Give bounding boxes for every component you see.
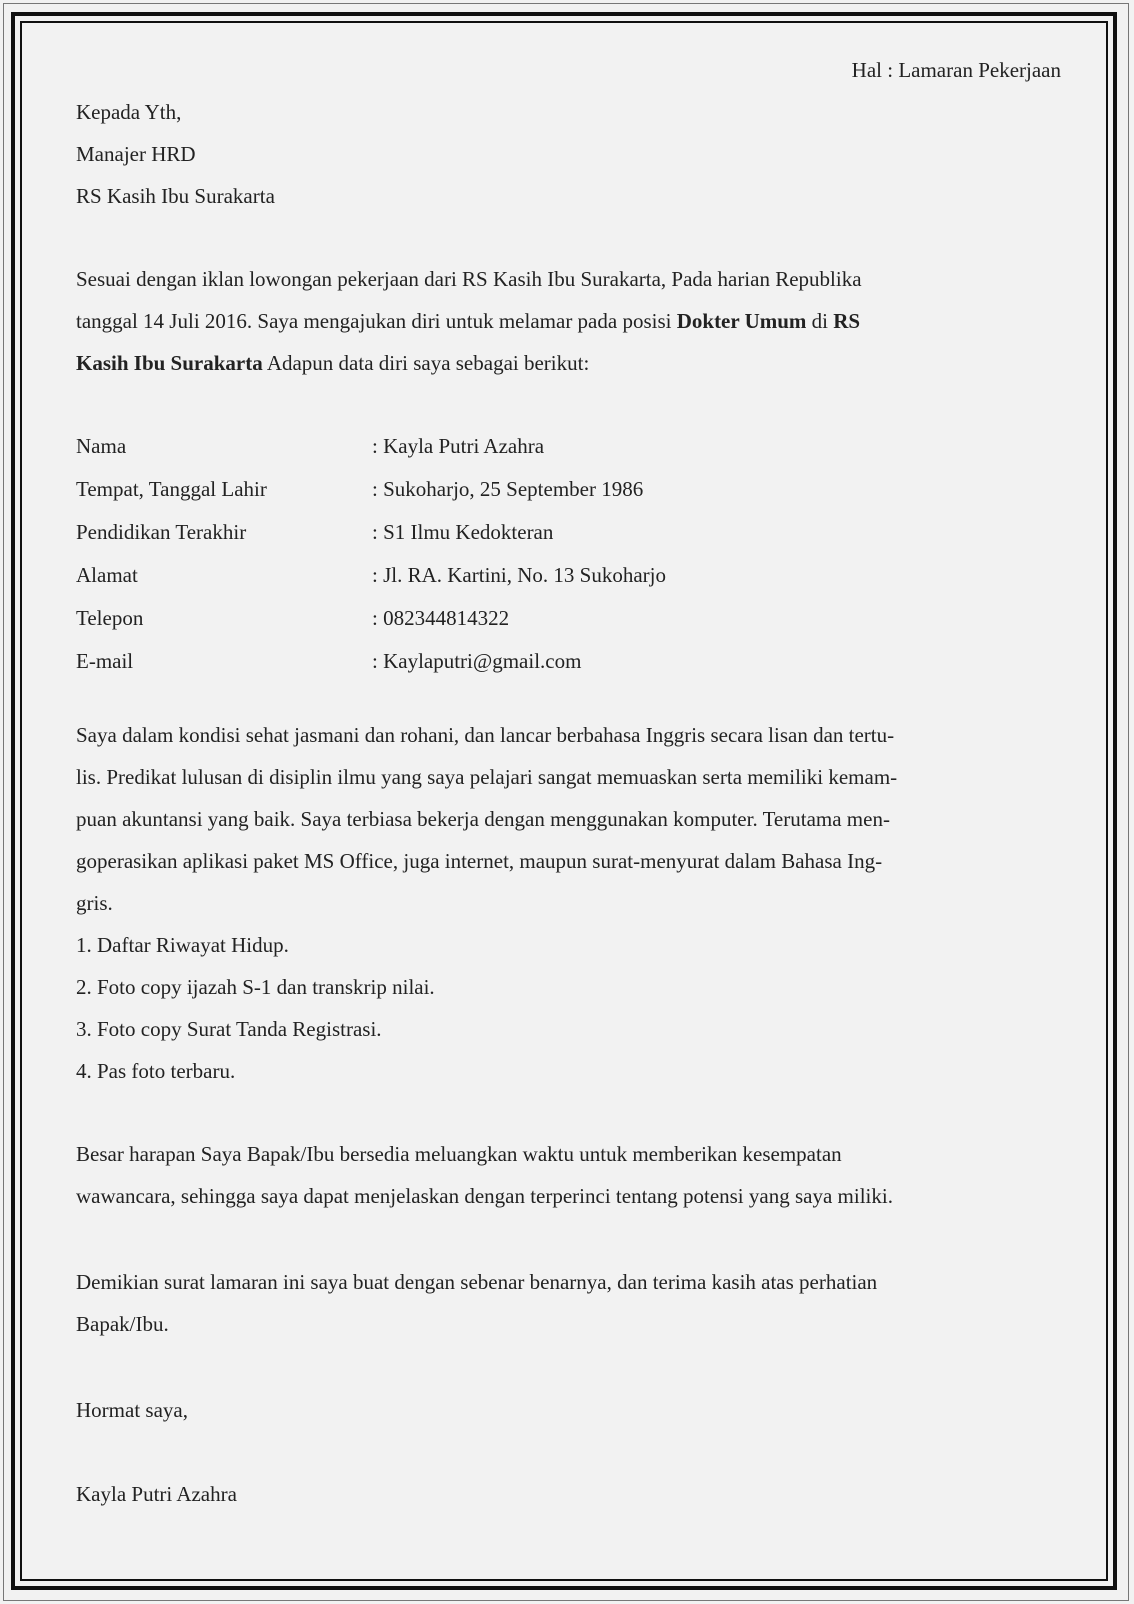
regards-text: Hormat saya,: [76, 1398, 188, 1422]
intro-text: Adapun data diri saya sebagai berikut:: [262, 351, 590, 375]
bio-label: Nama: [76, 434, 127, 458]
bio-row: [76, 511, 1066, 554]
bio-row: [76, 468, 1066, 511]
letter-subject: Hal : Lamaran Pekerjaan: [851, 58, 1061, 82]
bio-row: [76, 640, 1066, 683]
bio-value: : Kayla Putri Azahra: [372, 434, 545, 458]
intro-paragraph: [76, 258, 1066, 384]
body-line: goperasikan aplikasi paket MS Office, juga internet, maupun surat-menyurat dalam Bahasa Ing-: [76, 849, 883, 873]
bio-label: Pendidikan Terakhir: [76, 520, 247, 544]
body-paragraph: [76, 714, 1066, 1092]
intro-text: di: [806, 309, 834, 333]
bio-label: E-mail: [76, 649, 134, 673]
attachment-item: 3. Foto copy Surat Tanda Registrasi.: [76, 1017, 382, 1041]
recipient-greeting: Kepada Yth,: [76, 100, 182, 124]
body-line: puan akuntansi yang baik. Saya terbiasa bekerja dengan menggunakan komputer. Terutama men-: [76, 807, 890, 831]
bio-row: [76, 554, 1066, 597]
hope-line: Besar harapan Saya Bapak/Ibu bersedia meluangkan waktu untuk memberikan kesempatan: [76, 1142, 842, 1166]
bio-table: [76, 425, 1066, 683]
attachment-item: 4. Pas foto terbaru.: [76, 1059, 236, 1083]
bio-row: [76, 425, 1066, 468]
bio-value: : Jl. RA. Kartini, No. 13 Sukoharjo: [372, 563, 666, 587]
recipient-organization: RS Kasih Ibu Surakarta: [76, 184, 275, 208]
bio-label: Alamat: [76, 563, 138, 587]
bio-label: Tempat, Tanggal Lahir: [76, 477, 267, 501]
recipient-title: Manajer HRD: [76, 142, 196, 166]
position-name: Dokter Umum: [676, 309, 807, 333]
bio-label: Telepon: [76, 606, 144, 630]
hospital-name: RS: [833, 309, 861, 333]
hope-line: wawancara, sehingga saya dapat menjelaskan dengan terperinci tentang potensi yang saya miliki.: [76, 1184, 893, 1208]
intro-line: Sesuai dengan iklan lowongan pekerjaan dari RS Kasih Ibu Surakarta, Pada harian Republika: [76, 267, 862, 291]
closing-line: Demikian surat lamaran ini saya buat dengan sebenar benarnya, dan terima kasih atas perhatian: [76, 1270, 878, 1294]
closing-paragraph: [76, 1261, 1066, 1345]
body-line: Saya dalam kondisi sehat jasmani dan rohani, dan lancar berbahasa Inggris secara lisan dan tertu-: [76, 723, 895, 747]
body-line: lis. Predikat lulusan di disiplin ilmu yang saya pelajari sangat memuaskan serta memiliki kemam-: [76, 765, 898, 789]
intro-text: tanggal 14 Juli 2016. Saya mengajukan diri untuk melamar pada posisi: [76, 309, 677, 333]
closing-line: Bapak/Ibu.: [76, 1312, 169, 1336]
signature-block: [76, 1473, 1066, 1515]
bio-row: [76, 597, 1066, 640]
body-line: gris.: [76, 891, 113, 915]
regards-block: [76, 1389, 1066, 1431]
hospital-name: Kasih Ibu Surakarta: [76, 351, 263, 375]
hope-paragraph: [76, 1133, 1066, 1217]
recipient-block: [76, 91, 1066, 217]
bio-value: : Kaylaputri@gmail.com: [372, 649, 582, 673]
bio-value: : S1 Ilmu Kedokteran: [372, 520, 554, 544]
bio-value: : 082344814322: [372, 606, 510, 630]
intro-line: [76, 300, 1066, 342]
attachment-item: 2. Foto copy ijazah S-1 dan transkrip nilai.: [76, 975, 435, 999]
bio-value: : Sukoharjo, 25 September 1986: [372, 477, 644, 501]
attachment-item: 1. Daftar Riwayat Hidup.: [76, 933, 289, 957]
signature-name: Kayla Putri Azahra: [76, 1482, 237, 1506]
intro-line: [76, 342, 1066, 384]
